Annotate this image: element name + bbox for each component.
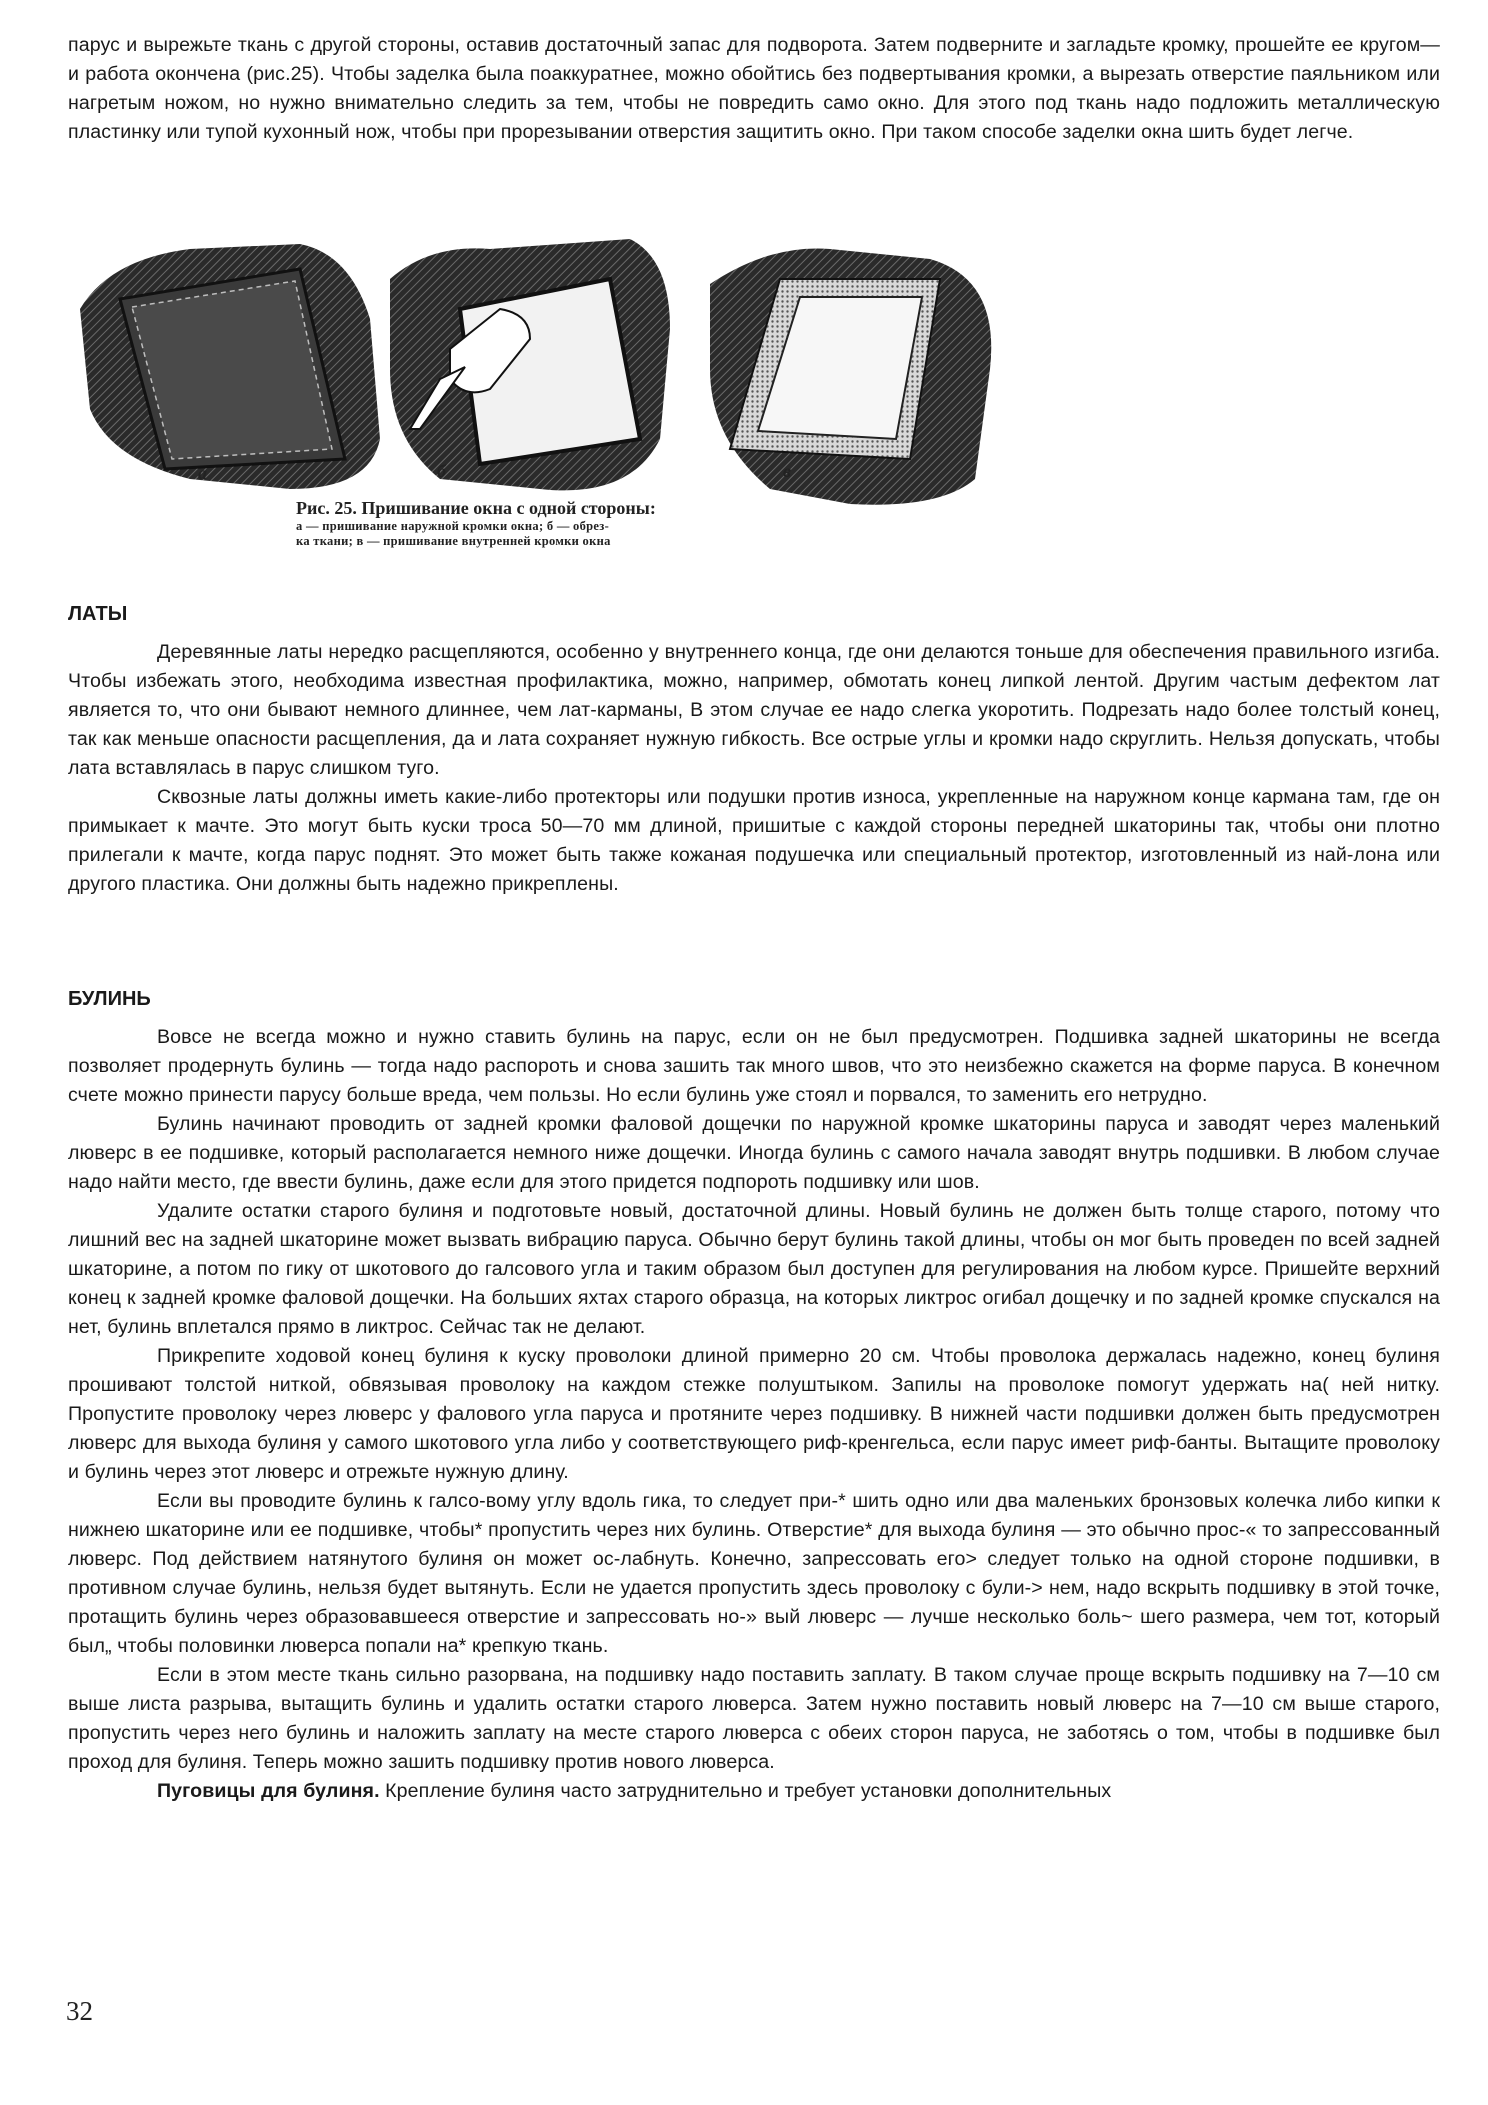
figure-panel-c [710, 248, 991, 504]
section-laty [68, 600, 1440, 899]
intro-block [68, 31, 1440, 147]
bulin-paragraph-3: Удалите остатки старого булиня и подготовьте новый, достаточной длины. Новый булинь не должен быть толще старого, потому что лишний вес на задней шкаторине может вызвать вибрацию паруса. Обычно берут булинь такой длины, чтобы он мог быть проведен по всей задней шкаторине, а потом по гику от шкотового до галсового угла и таким образом был доступен для регулирования на любом курсе. Пришейте верхний конец к задней кромке фаловой дощечки. На больших яхтах старого образца, на которых ликтрос огибал дощечку и по задней кромке спускался на нет, булинь вплетался прямо в ликтрос. Сейчас так не делают. [68, 1200, 1440, 1338]
figure-caption-line-2: ка ткани; в — пришивание внутренней кромки окна [296, 534, 611, 548]
section-bulin [68, 985, 1440, 1806]
bulin-subheading-buttons: Пуговицы для булиня. [157, 1780, 380, 1802]
laty-paragraph-1: Деревянные латы нередко расщепляются, особенно у внутреннего конца, где они делаются тоньше для обеспечения правильного изгиба. Чтобы избежать этого, необходима известная профилактика, можно, например, обмотать конец липкой лентой. Другим частым дефектом лат является то, что они бывают немного длиннее, чем лат-карманы, В этом случае ее надо слегка укоротить. Подрезать надо более толстый конец, так как меньше опасности расщепления, да и лата сохраняет нужную гибкость. Все острые углы и кромки надо скруглить. Нельзя допускать, чтобы лата вставлялась в парус слишком туго. [68, 641, 1440, 779]
figure-caption-line-1: а — пришивание наружной кромки окна; б — обрез- [296, 519, 610, 533]
figure-letter-a: а [198, 463, 207, 483]
bulin-paragraph-7 [68, 1777, 1440, 1806]
figure-panel-a [80, 244, 380, 489]
laty-paragraph-2: Сквозные латы должны иметь какие-либо протекторы или подушки против износа, укрепленные на наружном конце кармана там, где он примыкает к мачте. Это могут быть куски троса 50—70 мм длиной, пришитые с каждой стороны передней шкаторины так, чтобы они плотно прилегали к мачте, когда парус поднят. Это может быть также кожаная подушечка или специальный протектор, изготовленный из най-лона или другого пластика. Они должны быть надежно прикреплены. [68, 786, 1440, 895]
figure-letter-b: б [437, 461, 446, 481]
section-heading-laty: ЛАТЫ [68, 603, 128, 625]
bulin-paragraph-6: Если в этом месте ткань сильно разорвана, на подшивку надо поставить заплату. В таком случае проще вскрыть подшивку на 7—10 см выше листа разрыва, вытащить булинь и удалить остатки старого люверса. Затем нужно поставить новый люверс на 7—10 см выше старого, пропустить через него булинь и наложить заплату на месте старого люверса с обеих сторон паруса, не заботясь о том, чтобы в подшивке был проход для булиня. Теперь можно зашить подшивку против нового люверса. [68, 1664, 1440, 1773]
page-number: 32 [66, 1996, 93, 2026]
figure-caption-title: Рис. 25. Пришивание окна с одной стороны: [296, 498, 656, 518]
intro-paragraph: парус и вырежьте ткань с другой стороны, оставив достаточный запас для подворота. Затем подверните и загладьте кромку, прошейте ее кругом— и работа окончена (рис.25). Чтобы заделка была поаккуратнее, можно обойтись без подвертывания кромки, а вырезать отверстие паяльником или нагретым ножом, но нужно внимательно следить за тем, чтобы не повредить само окно. Для этого под ткань надо подложить металлическую пластинку или тупой кухонный нож, чтобы при прорезывании отверстия защитить окно. При таком способе заделки окна шить будет легче. [68, 34, 1440, 143]
bulin-paragraph-7-text: Крепление булиня часто затруднительно и требует установки дополнительных [379, 1780, 1112, 1802]
figure-caption [296, 497, 796, 549]
figure-letter-c: в [783, 461, 792, 481]
bulin-paragraph-1: Вовсе не всегда можно и нужно ставить булинь на парус, если он не был предусмотрен. Подшивка задней шкаторины не всегда позволяет продернуть булинь — тогда надо распороть и снова зашить так много швов, что это неизбежно скажется на форме паруса. В конечном счете можно принести парусу больше вреда, чем пользы. Но если булинь уже стоял и порвался, то заменить его нетрудно. [68, 1026, 1440, 1106]
bulin-paragraph-5: Если вы проводите булинь к галсо-вому углу вдоль гика, то следует при-* шить одно или два маленьких бронзовых колечка либо кипки к нижнею шкаторине или ее подшивке, чтобы* пропустить через них булинь. Отверстие* для выхода булиня — это обычно прос-« то запрессованный люверс. Под действием натянутого булиня он может ос-лабнуть. Конечно, запрессовать его> следует только на одной стороне подшивки, в противном случае булинь, нельзя будет вытянуть. Если не удается пропустить здесь проволоку с були-> нем, надо вскрыть подшивку в этой точке, протащить булинь через образовавшееся отверстие и запрессовать но-» вый люверс — лучше несколько боль~ шего размера, чем тот, который был„ чтобы половинки люверса попали на* крепкую ткань. [68, 1490, 1440, 1657]
bulin-paragraph-2: Булинь начинают проводить от задней кромки фаловой дощечки по наружной кромке шкаторины паруса и заводят через маленький люверс в ее подшивке, который располагается немного ниже дощечки. Иногда булинь с самого начала заводят внутрь подшивки. В любом случае надо найти место, где ввести булинь, даже если для этого придется подпороть подшивку или шов. [68, 1113, 1440, 1193]
figure-panel-b [390, 239, 670, 490]
bulin-paragraph-4: Прикрепите ходовой конец булиня к куску проволоки длиной примерно 20 см. Чтобы проволока держалась надежно, конец булиня прошивают толстой ниткой, обвязывая проволоку на каждом стежке полуштыком. Запилы на проволоке помогут удержать на( ней нитку. Пропустите проволоку через люверс у фалового угла паруса и протяните через подшивку. В нижней части подшивки должен быть предусмотрен люверс для выхода булиня у самого шкотового угла либо у соответствующего риф-кренгельса, если парус имеет риф-банты. Вытащите проволоку и булинь через этот люверс и отрежьте нужную длину. [68, 1345, 1440, 1483]
section-heading-bulin: БУЛИНЬ [68, 988, 151, 1010]
